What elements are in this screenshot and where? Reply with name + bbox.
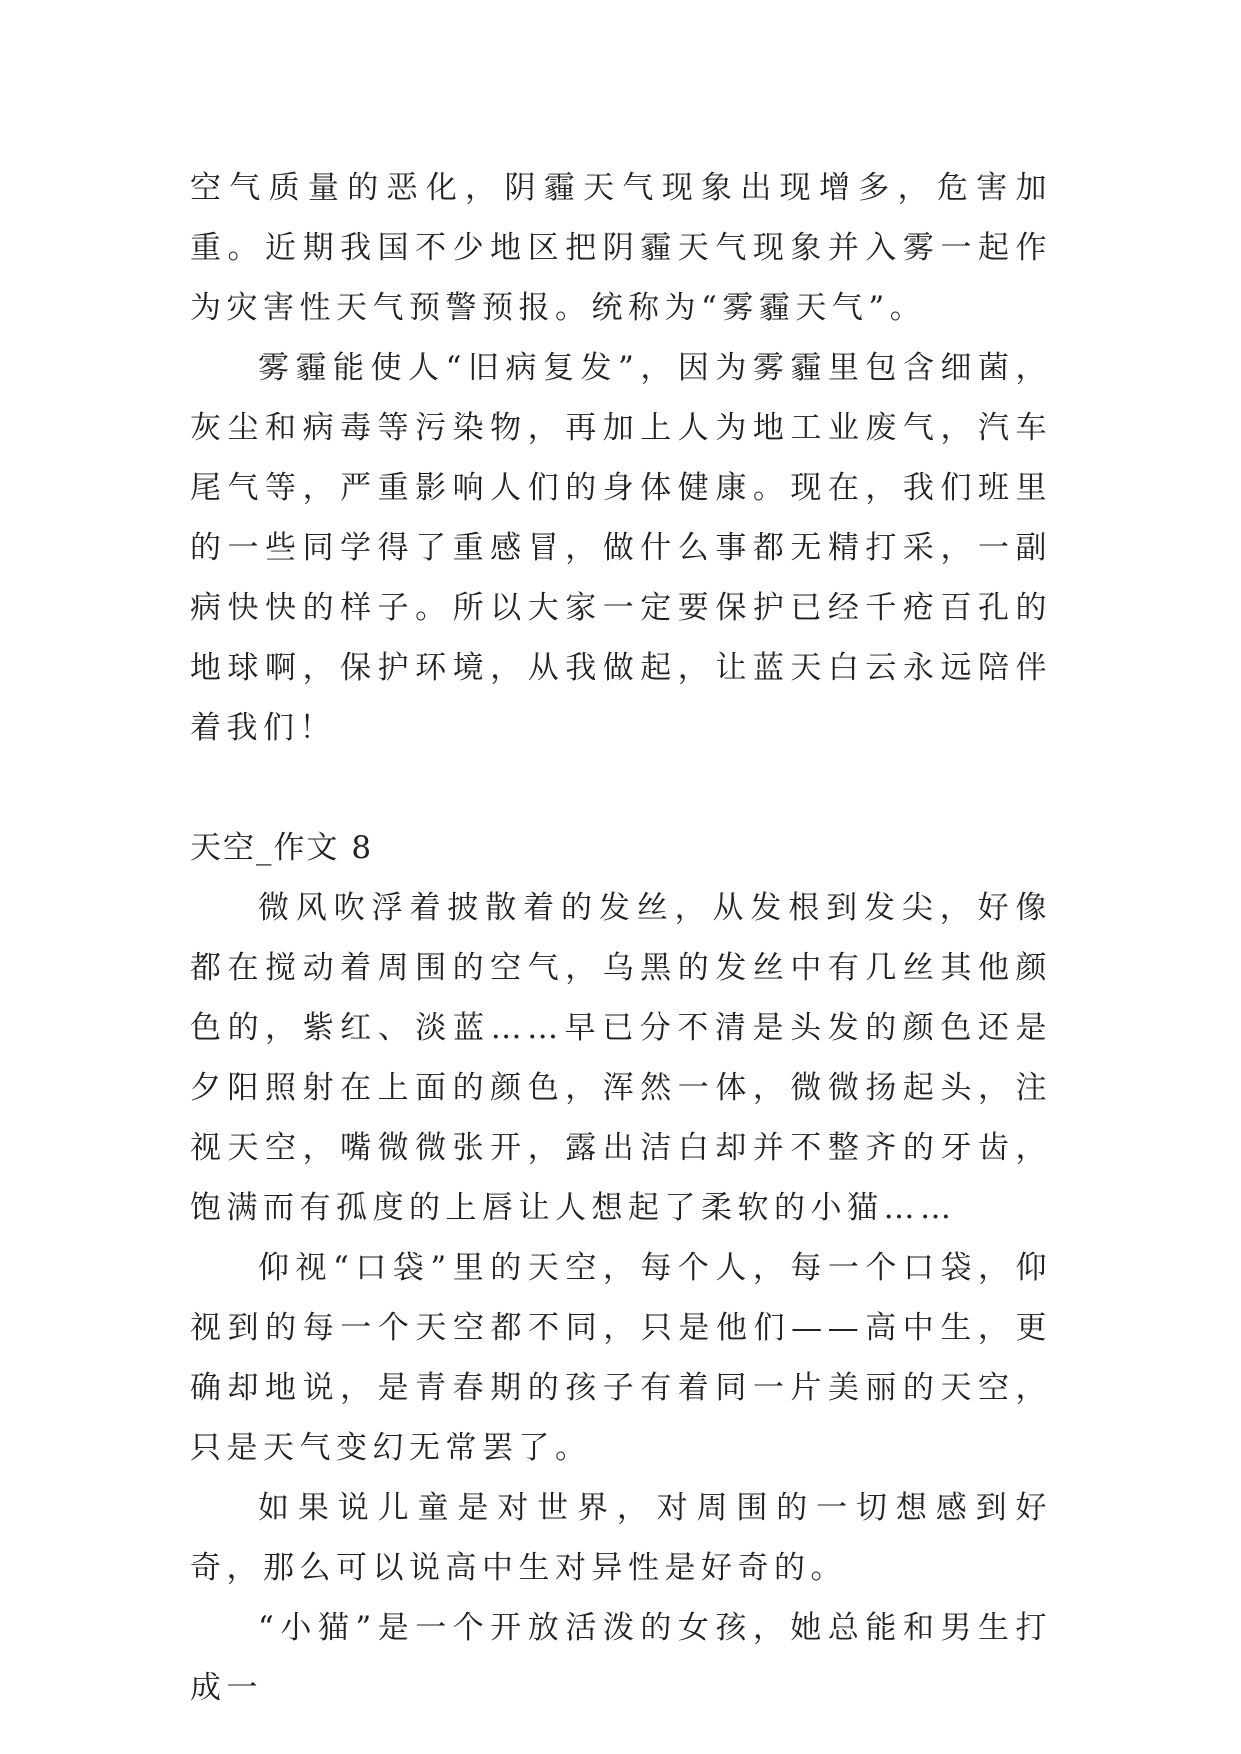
document-body — [190, 158, 1052, 1718]
paragraph-smog-health: 雾霾能使人“旧病复发”，因为雾霾里包含细菌，灰尘和病毒等污染物，再加上人为地工业废气，汽车尾气等，严重影响人们的身体健康。现在，我们班里的一些同学得了重感冒，做什么事都无精打采，一副病快快的样子。所以大家一定要保护已经千疮百孔的地球啊，保护环境，从我做起，让蓝天白云永远陪伴着我们！ — [190, 350, 1052, 746]
paragraph-curiosity: 如果说儿童是对世界，对周围的一切想感到好奇，那么可以说高中生对异性是好奇的。 — [190, 1490, 1052, 1586]
section-spacer — [190, 758, 1052, 818]
paragraph-air-quality: 空气质量的恶化，阴霾天气现象出现增多，危害加重。近期我国不少地区把阴霾天气现象并入雾一起作为灾害性天气预警预报。统称为“雾霾天气”。 — [190, 170, 1052, 326]
paragraph-breeze: 微风吹浮着披散着的发丝，从发根到发尖，好像都在搅动着周围的空气，乌黑的发丝中有几丝其他颜色的，紫红、淡蓝……早已分不清是头发的颜色还是夕阳照射在上面的颜色，浑然一体，微微扬起头，注视天空，嘴微微张开，露出洁白却并不整齐的牙齿，饱满而有孤度的上唇让人想起了柔软的小猫…… — [190, 890, 1052, 1226]
essay-heading: 天空_作文 8 — [190, 830, 374, 866]
paragraph-little-cat: “小猫”是一个开放活泼的女孩，她总能和男生打成一 — [190, 1610, 1052, 1706]
paragraph-pocket-sky: 仰视“口袋”里的天空，每个人，每一个口袋，仰视到的每一个天空都不同，只是他们——高中生，更确却地说，是青春期的孩子有着同一片美丽的天空，只是天气变幻无常罢了。 — [190, 1250, 1052, 1466]
